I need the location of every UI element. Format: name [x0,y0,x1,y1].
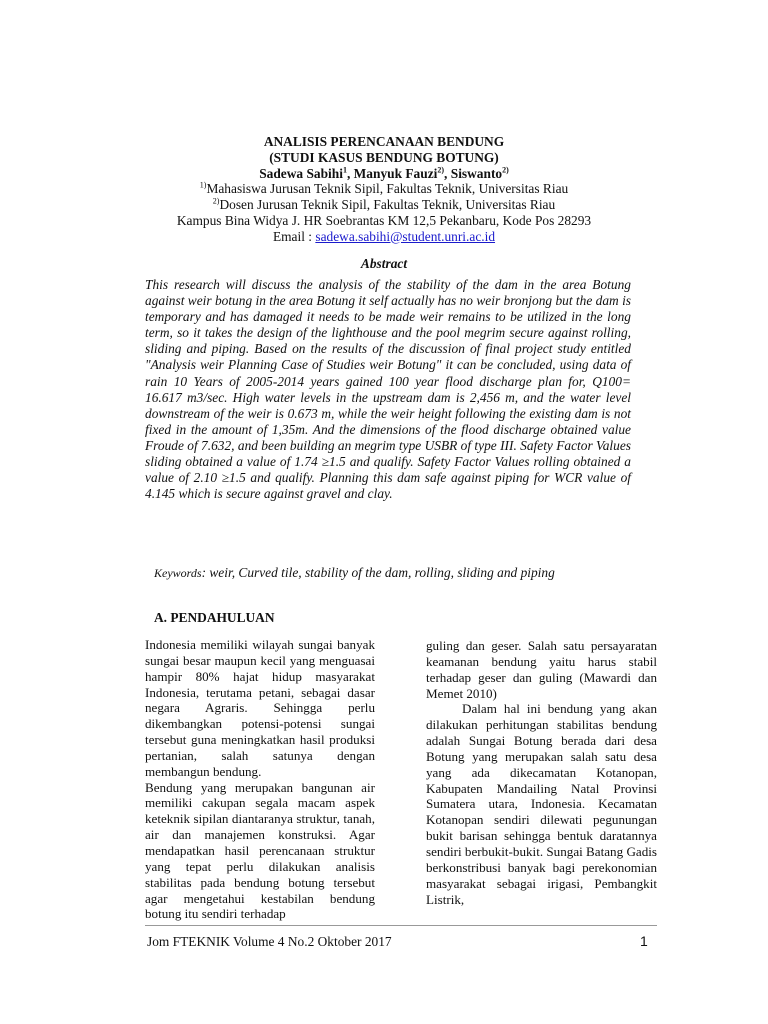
affiliation-text: Dosen Jurusan Teknik Sipil, Fakultas Teknik, Universitas Riau [219,197,556,213]
author-affiliation-mark: 2) [502,165,509,175]
author-list [140,166,628,182]
email-label: Email : [272,228,316,244]
affiliation-text: Mahasiswa Jurusan Teknik Sipil, Fakultas Teknik, Universitas Riau [206,181,569,197]
affiliation-line [140,181,628,197]
body-column-left [145,637,375,922]
paper-subtitle: (STUDI KASUS BENDUNG BOTUNG) [269,149,499,165]
body-paragraph: Bendung yang merupakan bangunan air memiliki cakupan segala macam aspek keteknik sipilan diantaranya struktur, tanah, air dan manajemen konstruksi. Agar mendapatkan hasil perencanaan struktur yang tepat perlu dilakukan analisis stabilitas pada bendung botung tersebut agar mengetahui kestabilan bendung botung itu sendiri terhadap [145,779,375,922]
author-affiliation-mark: 2) [437,165,445,175]
author-affiliation-mark: 1 [342,165,347,175]
page-number: 1 [640,933,648,949]
abstract-heading: Abstract [360,256,408,271]
section-heading: A. PENDAHULUAN [154,610,275,625]
body-paragraph: guling dan geser. Salah satu persayaratan keamanan bendung yaitu harus stabil terhadap geser dan guling (Mawardi dan Memet 2010) [426,638,657,701]
address-line: Kampus Bina Widya J. HR Soebrantas KM 12,5 Pekanbaru, Kode Pos 28293 [176,212,592,228]
author-separator: , [444,165,451,181]
keywords-line [154,565,634,581]
author-separator: , [346,165,354,181]
author-name: Manyuk Fauzi [353,165,438,181]
email-line [140,229,628,245]
keywords-label: Keywords [154,566,202,580]
keywords-text: weir, Curved tile, stability of the dam, rolling, sliding and piping [209,565,555,580]
body-column-right [426,638,657,907]
paper-header [140,134,628,245]
paper-title: ANALISIS PERENCANAAN BENDUNG [263,134,505,149]
footer-journal: Jom FTEKNIK Volume 4 No.2 Oktober 2017 [147,934,392,949]
body-paragraph: Dalam hal ini bendung yang akan dilakukan perhitungan stabilitas bendung adalah Sungai Botung berada dari desa Botung yang merupakan salah satu desa yang ada dikecamatan Kotanopan, Kabupaten Mandailing Natal Provinsi Sumatera utara, Indonesia. Kecamatan Kotanopan sendiri dilewati pegunungan bukit barisan sehingga bentuk daratannya sendiri berbukit-bukit. Sungai Batang Gadis berkonstribusi banyak bagi perekonomian masyarakat sebagai irigasi, Pembangkit Listrik, [426,701,657,907]
affiliation-mark: 1) [199,180,207,190]
email-link[interactable]: sadewa.sabihi@student.unri.ac.id [315,228,496,244]
keywords-separator: : [201,565,210,580]
body-paragraph: Indonesia memiliki wilayah sungai banyak sungai besar maupun kecil yang menguasai hampir 80% hajat hidup masyarakat Indonesia, terutama petani, sebagai dasar negara Agraris. Sehingga perlu dikembangkan potensi-potensi sungai tersebut guna meningkatkan hasil produksi pertanian, salah satunya dengan membangun bendung. [145,637,375,779]
affiliation-line [140,197,628,213]
affiliation-mark: 2) [212,196,220,206]
footer-divider [145,925,657,926]
author-name: Siswanto [450,165,503,181]
abstract-text: This research will discuss the analysis of the stability of the dam in the area Botung against weir botung in the area Botung it self actually has no weir bronjong but the dam is temporary and has damaged it needs to be made weir remains to be utilized in the long term, so it takes the design of the lighthouse and the pool megrim secure against rolling, sliding and piping. Based on the results of the discussion of final project study entitled "Analysis weir Planning Case of Studies weir Botung" it can be concluded, using data of rain 10 Years of 2005-2014 years gained 100 year flood discharge plan for, Q100= 16.617 m3/sec. High water levels in the upstream dam is 2,456 m, and the water level downstream of the weir is 0.673 m, while the weir height following the existing dam is not fixed in the amount of 1,35m. And the dimensions of the flood discharge obtained value Froude of 7.632, and been building an megrim type USBR of type III. Safety Factor Values sliding obtained a value of 1.74 ≥1.5 and qualify. Safety Factor Values rolling obtained a value of 2.10 ≥1.5 and qualify. Planning this dam safe against piping for WCR value of 4.145 which is secure against gravel and clay. [145,277,631,502]
author-name: Sadewa Sabihi [259,165,343,181]
